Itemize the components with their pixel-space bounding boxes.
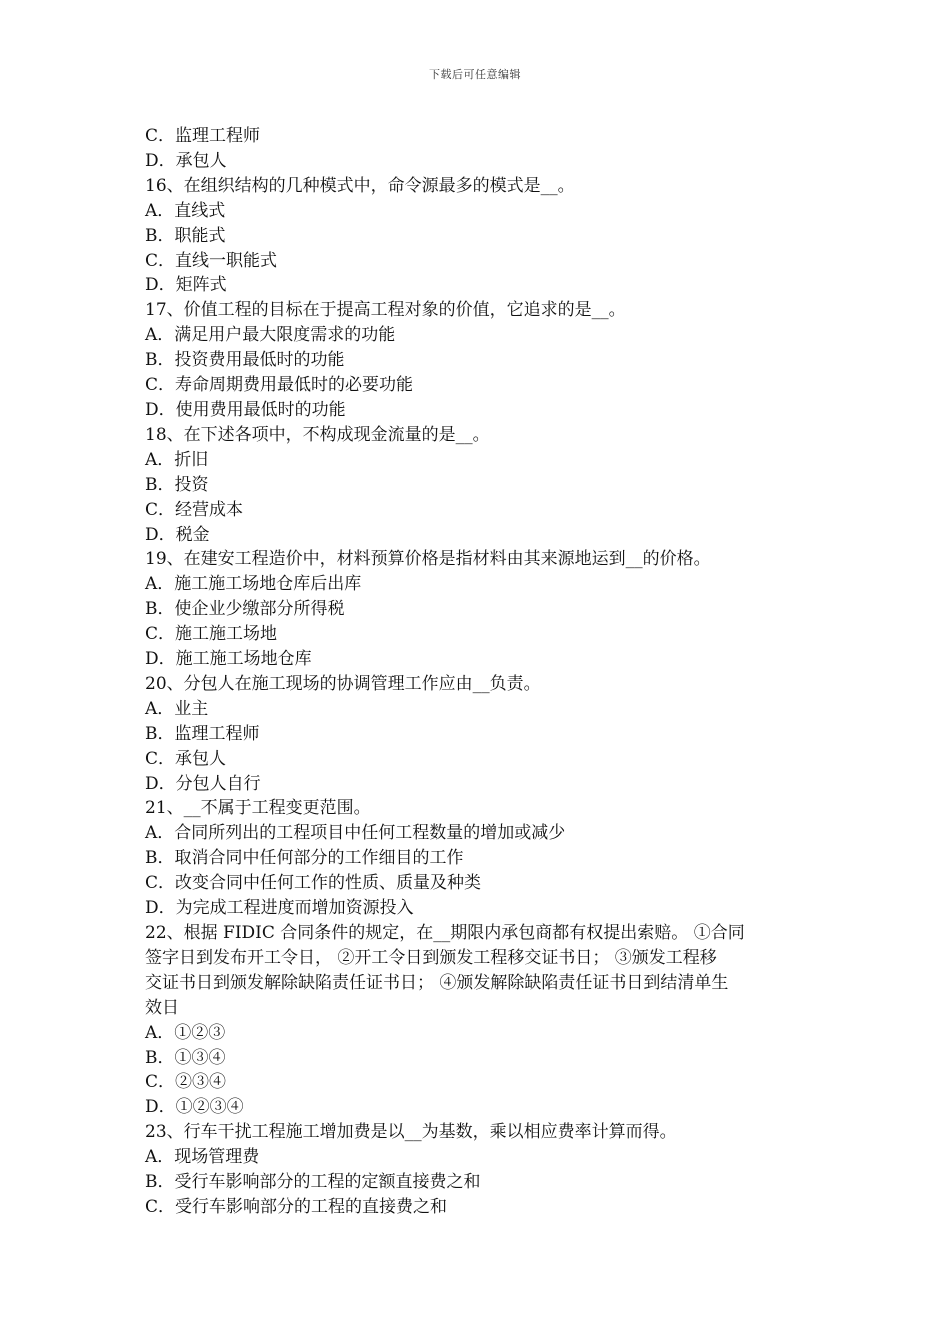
question-line: 交证书日到颁发解除缺陷责任证书日； ④颁发解除缺陷责任证书日到结清单生	[145, 972, 729, 993]
question-line: 19、在建安工程造价中，材料预算价格是指材料由其来源地运到__的价格。	[145, 549, 711, 570]
option-line: D．矩阵式	[145, 275, 227, 296]
option-line: D．施工施工场地仓库	[145, 649, 312, 670]
option-line: D．税金	[145, 524, 210, 545]
question-line: 18、在下述各项中，不构成现金流量的是__。	[145, 424, 490, 445]
option-line: D．为完成工程进度而增加资源投入	[145, 898, 414, 919]
option-line: B．使企业少缴部分所得税	[145, 599, 345, 620]
option-line: B．监理工程师	[145, 723, 260, 744]
option-line: C．②③④	[145, 1072, 227, 1093]
question-line: 17、价值工程的目标在于提高工程对象的价值，它追求的是__。	[145, 300, 626, 321]
option-line: C．承包人	[145, 748, 227, 769]
option-line: A．直线式	[145, 200, 226, 221]
option-line: C．受行车影响部分的工程的直接费之和	[145, 1196, 448, 1217]
option-line: A．业主	[145, 698, 209, 719]
option-line: B．受行车影响部分的工程的定额直接费之和	[145, 1172, 481, 1193]
option-line: A．现场管理费	[145, 1147, 260, 1168]
option-line: C．直线一职能式	[145, 250, 278, 271]
option-line: C．寿命周期费用最低时的必要功能	[145, 375, 414, 396]
question-line: 22、根据 FIDIC 合同条件的规定，在__期限内承包商都有权提出索赔。 ①合同	[145, 923, 745, 943]
option-line: A．折旧	[145, 449, 209, 470]
option-line: C．改变合同中任何工作的性质、质量及种类	[145, 873, 482, 894]
option-line: A．①②③	[145, 1022, 226, 1043]
question-line: 16、在组织结构的几种模式中，命令源最多的模式是__。	[145, 175, 575, 196]
document-body	[145, 124, 809, 1220]
option-line: D．①②③④	[145, 1097, 244, 1118]
question-line: 21、__不属于工程变更范围。	[145, 798, 371, 819]
option-line: C．经营成本	[145, 499, 244, 520]
question-line: 20、分包人在施工现场的协调管理工作应由__负责。	[145, 673, 541, 694]
option-line: B．①③④	[145, 1047, 226, 1068]
option-line: B．投资费用最低时的功能	[145, 350, 345, 371]
question-line: 23、行车干扰工程施工增加费是以__为基数，乘以相应费率计算而得。	[145, 1122, 677, 1143]
option-line: B．取消合同中任何部分的工作细目的工作	[145, 848, 464, 869]
option-line: D．分包人自行	[145, 773, 261, 794]
option-line: A．合同所列出的工程项目中任何工程数量的增加或减少	[145, 823, 566, 844]
option-line: C．施工施工场地	[145, 624, 278, 645]
question-line: 签字日到发布开工令日， ②开工令日到颁发工程移交证书日； ③颁发工程移	[145, 947, 717, 968]
option-line: A．施工施工场地仓库后出库	[145, 574, 362, 595]
option-line: A．满足用户最大限度需求的功能	[145, 325, 396, 346]
question-line: 效日	[145, 997, 179, 1018]
option-line: D．使用费用最低时的功能	[145, 399, 346, 420]
option-line: D．承包人	[145, 150, 227, 171]
option-line: B．职能式	[145, 225, 226, 246]
option-line: B．投资	[145, 474, 209, 495]
page-header: 下载后可任意编辑	[429, 68, 521, 81]
option-line: C．监理工程师	[145, 126, 261, 146]
